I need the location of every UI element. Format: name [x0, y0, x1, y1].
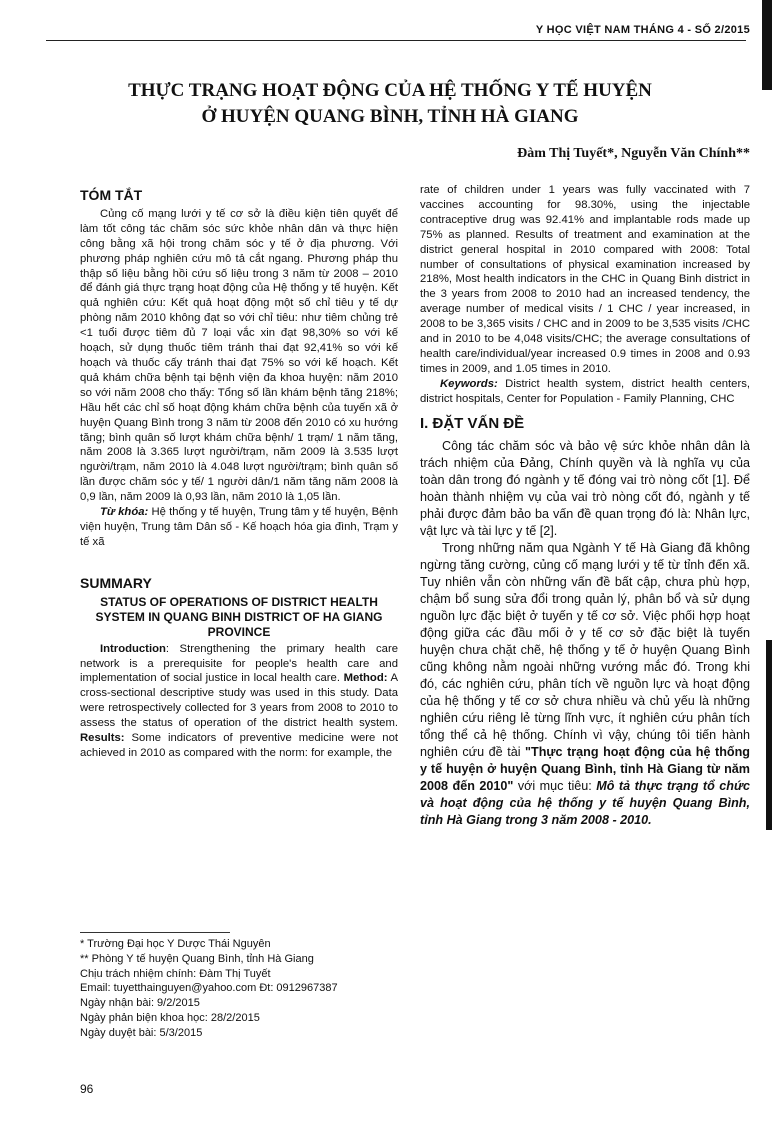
- study-title: "Thực trạng hoạt động của hệ thống y tế huyện ở huyện Quang Bình, tỉnh Hà Giang từ năm 2008 đến 2010": [420, 744, 750, 793]
- summary-body-right: rate of children under 1 years was fully vaccinated with 7 vaccines accounting for 98.30%, using the injectable contraceptive drug was 92.41% and implantable rods made up 75% as planned. Results of treatment and examination at the district general hospital in 2010 compared with 2008: Total number of consultations of physical examination increased by 218%, Most health indicators in the CHC in Quang Binh district in the 3 years from 2008 to 2010 had an increased tendency, the average number of medical visits / 1 CHC / year increased, in 2008 to be 3,365 visits / CHC and in 2009 to be 3,535 visits /CHC and in 2010 to be 4,048 visits/CHC; the average consultations of health care/individual/year increased 0.9 times in 2008 and 0.93 times in 2009, and 1.05 times in 2010.: [420, 184, 750, 375]
- summary-body-left: [80, 642, 398, 761]
- header-rule: [46, 40, 746, 41]
- keywords-vi-label: Từ khóa:: [100, 506, 149, 519]
- keywords-en-text: District health system, district health centers, district hospitals, Center for Population - Family Planning, CHC: [420, 377, 750, 405]
- footnote-rule: [80, 932, 230, 933]
- authors: Đàm Thị Tuyết*, Nguyễn Văn Chính**: [517, 146, 750, 161]
- right-column: [420, 183, 750, 829]
- summary-heading: SUMMARY: [80, 574, 152, 591]
- summary-title: STATUS OF OPERATIONS OF DISTRICT HEALTH SYSTEM IN QUANG BINH DISTRICT OF HA GIANG PROVINCE: [95, 594, 383, 639]
- footnote-4: Email: tuyetthainguyen@yahoo.com Đt: 0912967387: [80, 982, 338, 995]
- keywords-en-label: Keywords:: [440, 377, 498, 390]
- journal-header: Y HỌC VIỆT NAM THÁNG 4 - SỐ 2/2015: [535, 24, 750, 36]
- footnote-1: * Trường Đại học Y Dược Thái Nguyên: [80, 938, 271, 950]
- method-label: Method:: [343, 672, 388, 685]
- page-number: 96: [80, 1082, 94, 1096]
- footnote-7: Ngày duyệt bài: 5/3/2015: [80, 1026, 203, 1039]
- section-1-paragraph-2: [420, 540, 750, 829]
- abstract-vi-keywords: [80, 505, 398, 550]
- title-line-1: THỰC TRẠNG HOẠT ĐỘNG CỦA HỆ THỐNG Y TẾ HUYỆN: [128, 80, 652, 101]
- footnotes: [80, 932, 398, 1041]
- study-objective: Mô tả thực trạng tổ chức và hoạt động của hệ thống y tế huyện Quang Bình, tỉnh Hà Giang trong 3 năm 2008 - 2010.: [420, 778, 750, 827]
- footnote-6: Ngày phản biện khoa học: 28/2/2015: [80, 1011, 260, 1024]
- section-1-paragraph-1: Công tác chăm sóc và bảo vệ sức khỏe nhân dân là trách nhiệm của Đảng, Chính quyền và là nghĩa vụ của toàn dân trong đó ngành y tế đóng vai trò nòng cốt [1]. Để hoàn thành nhiệm vụ của vai trò nòng cốt đó, ngành y tế phải được đảm bảo ba vấn đề quan trọng đó là: Nhân lực, vật lực và tài lực y tế [2].: [420, 438, 750, 538]
- scan-edge-artifact: [762, 0, 772, 90]
- section-1-p2-mid: với mục tiêu:: [513, 778, 597, 793]
- left-column: [80, 188, 398, 761]
- abstract-vi-body: Củng cố mạng lưới y tế cơ sở là điều kiện tiên quyết để làm tốt công tác chăm sóc sức khỏe nhân dân và thực hiện công bằng xã hội trong chăm sóc y tế ở địa phương. Với phương pháp nghiên cứu mô tả cắt ngang. Phương pháp thu thập số liệu bằng hồi cứu số liệu trong 3 năm từ 2008 – 2010 để đánh giá thực trạng hoạt động của Hệ thống y tế huyện. Kết quả nghiên cứu: Kết quả hoạt động một số chỉ tiêu y tế dự phòng năm 2010 không đạt so với chỉ tiêu: như tiêm chủng trẻ <1 tuổi được tiêm đủ 7 loại vắc xin đạt 98,30% so với kế hoạch, sử dụng thuốc tiêm tránh thai đạt 92,41% so với kế hoạch và thuốc cấy tránh thai đạt 75% so với kế hoạch. Kết quả khám chữa bệnh tại bệnh viện đa khoa huyện: năm 2010 so với năm 2008 cho thấy: Tổng số lần khám bệnh tăng 218%; Hầu hết các chỉ số hoạt động khám chữa bệnh của tuyến xã ở huyện Quang Bình trong 3 năm từ 2008 đến 2010 có xu hướng tăng; bình quân số lượt khám chữa bệnh/ 1 trạm/ 1 năm tăng, năm 2008 là 3.365 lượt người/trạm, năm 2009 là 3.535 lượt người/trạm, năm 2010 là 4.048 lượt người/trạm; bình quân số lần được chăm sóc y tế/ 1 người dân/1 năm tăng năm 2008 là 0,9 lần, năm 2009 là 0,93 lần, năm 2010 là 1,05 lần.: [80, 207, 398, 504]
- abstract-vi-heading: TÓM TẮT: [80, 187, 143, 203]
- title-line-2: Ở HUYỆN QUANG BÌNH, TỈNH HÀ GIANG: [201, 106, 579, 127]
- intro-label: Introduction: [100, 642, 166, 655]
- footnote-2: ** Phòng Y tế huyện Quang Bình, tỉnh Hà Giang: [80, 952, 314, 965]
- paper-title: [60, 78, 720, 130]
- results-text-left: Some indicators of preventive medicine were not achieved in 2010 as compared with the norm: for example, the: [80, 732, 398, 759]
- intro-text: : Strengthening the primary health care network is a prerequisite for people's health care and implementation of social justice in local health care.: [80, 642, 398, 685]
- section-1-heading: I. ĐẶT VẤN ĐỀ: [420, 414, 525, 432]
- scan-edge-artifact: [766, 640, 772, 830]
- footnote-5: Ngày nhận bài: 9/2/2015: [80, 997, 200, 1010]
- results-label: Results:: [80, 732, 125, 745]
- section-1-p2-text: Trong những năm qua Ngành Y tế Hà Giang đã không ngừng tăng cường, củng cố mạng lưới y tế từ tỉnh đến xã. Tuy nhiên vẫn còn những vấn đề bất cập, chưa phù hợp, chậm bổ sung sửa đổi trong quản lý, phân bổ và sử dụng nguồn lực đặc biệt ở tuyến y tế cơ sở. Việc phối hợp hoạt động giữa các đầu mối ở y tế cơ sở đặc biệt là tuyến huyện chưa chặt chẽ, hệ thống y tế ở huyện Quang Bình cũng không nằm ngoài những vướng mắc đó. Trong khi đó, các nghiên cứu, phân tích về nguồn lực và hoạt động của hệ thống y tế cơ sở chưa nhiều và chủ yếu là những nghiên cứu riêng lẻ từng lĩnh vực, ít nghiên cứu phân tích tổng thể cả hệ thống. Chính vì vậy, chúng tôi tiến hành nghiên cứu đề tài: [420, 540, 750, 759]
- summary-keywords: [420, 377, 750, 407]
- method-text: A cross-sectional descriptive study was used in this study. Data were retrospectively collected for 3 years from 2008 to 2010 to assess the status of operation of the district health system.: [80, 672, 398, 730]
- keywords-vi-text: Hệ thống y tế huyện, Trung tâm y tế huyện, Bệnh viện huyện, Trung tâm Dân số - Kế hoạch hóa gia đình, Trạm y tế xã: [80, 506, 398, 548]
- section-1-body: [420, 438, 750, 829]
- footnote-3: Chịu trách nhiệm chính: Đàm Thị Tuyết: [80, 967, 271, 980]
